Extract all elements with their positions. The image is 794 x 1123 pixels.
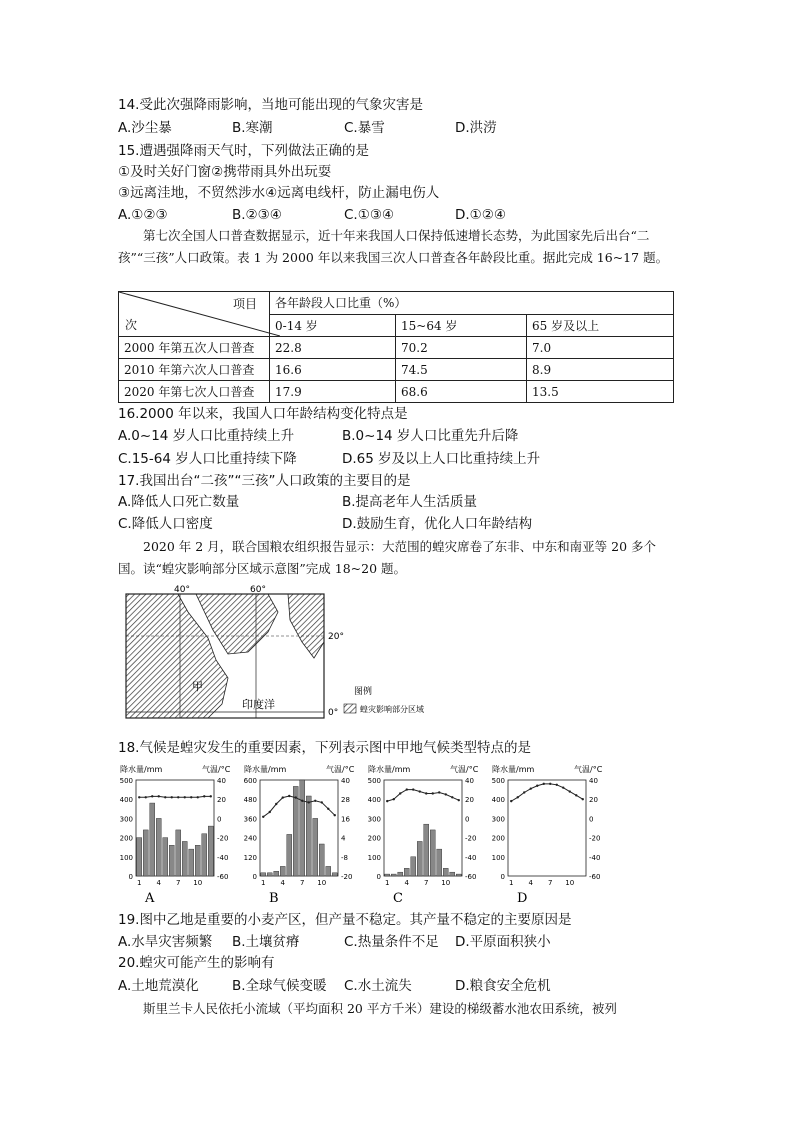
map-lon-40: 40° <box>174 585 190 595</box>
temp-point <box>190 796 192 798</box>
precip-bar <box>267 873 272 876</box>
q19-option-c: C.热量条件不足 <box>344 934 439 950</box>
temp-point <box>412 788 414 790</box>
q15-option-a: A.①②③ <box>118 207 168 223</box>
precip-tick-label: 0 <box>128 873 133 881</box>
month-tick-label: 10 <box>193 879 203 887</box>
precip-bar <box>450 872 455 876</box>
q14-option-b: B.寒潮 <box>232 120 273 136</box>
q15-stem: 15.遭遇强降雨天气时，下列做法正确的是 <box>118 143 369 159</box>
q19-stem: 19.图中乙地是重要的小麦产区，但产量不稳定。其产量不稳定的主要原因是 <box>118 912 572 928</box>
temp-tick-label: 20 <box>217 796 226 805</box>
temp-tick-label: 0 <box>589 815 594 824</box>
month-tick-label: 7 <box>424 879 429 887</box>
temp-point <box>575 794 577 796</box>
precip-bar <box>208 826 213 876</box>
temp-point <box>438 791 440 793</box>
q20-stem: 20.蝗灾可能产生的影响有 <box>118 955 275 971</box>
precip-bar <box>189 849 194 876</box>
temp-point <box>151 795 153 797</box>
temp-point <box>523 791 525 793</box>
temp-point <box>419 790 421 792</box>
temp-point <box>269 811 271 813</box>
precip-bar <box>332 873 337 876</box>
q16-option-b: B.0~14 岁人口比重先升后降 <box>342 428 519 444</box>
temp-tick-label: 40 <box>341 777 350 785</box>
precip-bar <box>417 841 422 876</box>
temp-point <box>458 799 460 801</box>
precip-tick-label: 200 <box>491 834 505 843</box>
precip-bar <box>300 780 305 876</box>
temp-tick-label: 40 <box>217 777 226 785</box>
temp-axis-label: 气温/°C <box>450 765 479 774</box>
precip-axis-label: 降水量/mm <box>244 765 287 774</box>
temp-point <box>145 796 147 798</box>
temp-point <box>210 795 212 797</box>
map-lat-0: 0° <box>328 708 339 718</box>
q20-option-d: D.粮食安全危机 <box>455 978 551 994</box>
temp-tick-label: -60 <box>589 873 601 881</box>
precip-tick-label: 400 <box>491 796 505 805</box>
temp-point <box>334 814 336 816</box>
temp-point <box>393 798 395 800</box>
climate-charts <box>118 762 618 912</box>
precip-tick-label: 100 <box>491 853 505 862</box>
temp-point <box>282 796 284 798</box>
month-tick-label: 1 <box>137 879 142 887</box>
temp-point <box>425 792 427 794</box>
temp-point <box>158 795 160 797</box>
temp-tick-label: -60 <box>465 873 477 881</box>
q14-option-d: D.洪涝 <box>455 120 497 136</box>
temp-axis-label: 气温/°C <box>326 765 355 774</box>
temp-tick-label: 16 <box>341 815 350 824</box>
q20-option-a: A.土地荒漠化 <box>118 978 199 994</box>
precip-bar <box>202 834 207 876</box>
plot-frame <box>260 780 338 876</box>
q14-stem: 14.受此次强降雨影响，当地可能出现的气象灾害是 <box>118 97 423 113</box>
q15-option-b: B.②③④ <box>232 207 282 223</box>
precip-tick-label: 400 <box>119 796 133 805</box>
precip-bar <box>326 866 331 876</box>
precip-tick-label: 120 <box>243 853 257 862</box>
precip-bar <box>306 796 311 876</box>
precip-tick-label: 0 <box>500 873 505 881</box>
table-row-label: 2010 年第六次人口普查 <box>119 359 270 381</box>
chart-name-label: B <box>269 891 279 906</box>
table-corner-cell <box>119 292 270 337</box>
temp-point <box>321 801 323 803</box>
map-ocean-label: 印度洋 <box>242 698 275 711</box>
precip-tick-label: 240 <box>243 834 257 843</box>
intro-paragraph-locust: 2020 年 2 月，联合国粮农组织报告显示：大范围的蝗灾席卷了东非、中东和南亚等 20 多个国。读“蝗灾影响部分区域示意图”完成 18~20 题。 <box>118 539 657 576</box>
map-lon-60: 60° <box>250 585 266 595</box>
locust-map <box>118 582 438 732</box>
map-place-label: 甲 <box>192 680 203 693</box>
intro-paragraph-srilanka: 斯里兰卡人民依托小流域（平均面积 20 平方千米）建设的梯级蓄水池农田系统，被列 <box>143 1001 617 1016</box>
precip-bar <box>424 824 429 876</box>
q20-option-b: B.全球气候变暖 <box>232 978 327 994</box>
temp-point <box>562 786 564 788</box>
q14-option-c: C.暴雪 <box>344 120 385 136</box>
temp-point <box>275 803 277 805</box>
precip-bar <box>182 841 187 876</box>
temp-point <box>582 798 584 800</box>
temp-tick-label: -40 <box>589 853 601 862</box>
table-col-header: 15~64 岁 <box>396 314 527 337</box>
table-row-label: 2000 年第五次人口普查 <box>119 337 270 359</box>
table-group-header: 各年龄段人口比重（%） <box>270 292 674 315</box>
q14-option-a: A.沙尘暴 <box>118 120 172 136</box>
q16-stem: 16.2000 年以来，我国人口年龄结构变化特点是 <box>118 406 408 422</box>
precip-bar <box>195 845 200 876</box>
temp-point <box>432 792 434 794</box>
temp-point <box>451 796 453 798</box>
precip-bar <box>143 830 148 876</box>
temp-tick-label: 40 <box>589 777 598 785</box>
chart-name-label: D <box>517 891 528 906</box>
temp-point <box>406 788 408 790</box>
precip-bar <box>430 830 435 876</box>
precip-tick-label: 300 <box>367 815 381 824</box>
q19-option-a: A.水旱灾害频繁 <box>118 934 213 950</box>
month-tick-label: 1 <box>261 879 266 887</box>
precip-tick-label: 200 <box>119 834 133 843</box>
precip-tick-label: 360 <box>243 815 257 824</box>
precip-tick-label: 480 <box>243 796 257 805</box>
temp-point <box>177 796 179 798</box>
q15-line1: ①及时关好门窗②携带雨具外出玩耍 <box>118 164 332 180</box>
temp-point <box>308 801 310 803</box>
temp-point <box>301 800 303 802</box>
temp-point <box>184 796 186 798</box>
q16-option-a: A.0~14 岁人口比重持续上升 <box>118 428 295 444</box>
temp-tick-label: 4 <box>341 834 346 843</box>
temp-line <box>139 796 211 797</box>
temp-point <box>171 796 173 798</box>
month-tick-label: 10 <box>565 879 575 887</box>
temp-point <box>262 816 264 818</box>
temp-tick-label: 0 <box>465 815 470 824</box>
precip-tick-label: 0 <box>252 873 257 881</box>
temp-tick-label: 20 <box>589 796 598 805</box>
table-cell: 70.2 <box>396 337 527 359</box>
precip-bar <box>443 868 448 876</box>
temp-tick-label: -40 <box>217 853 229 862</box>
precip-bar <box>319 844 324 876</box>
temp-tick-label: -60 <box>217 873 229 881</box>
temp-point <box>138 796 140 798</box>
temp-point <box>295 796 297 798</box>
temp-axis-label: 气温/°C <box>202 765 231 774</box>
temp-point <box>445 793 447 795</box>
precip-tick-label: 300 <box>491 815 505 824</box>
q17-option-b: B.提高老年人生活质量 <box>342 494 478 510</box>
temp-point <box>314 800 316 802</box>
table-row-label: 2020 年第七次人口普查 <box>119 381 270 403</box>
precip-bar <box>391 874 396 876</box>
q19-option-b: B.土壤贫瘠 <box>232 934 300 950</box>
month-tick-label: 4 <box>280 879 285 887</box>
temp-point <box>510 800 512 802</box>
table-cell: 68.6 <box>396 381 527 403</box>
month-tick-label: 10 <box>441 879 451 887</box>
temp-point <box>288 795 290 797</box>
legend-swatch <box>344 704 356 713</box>
temp-axis-label: 气温/°C <box>574 765 603 774</box>
precip-axis-label: 降水量/mm <box>120 765 163 774</box>
q17-stem: 17.我国出台“二孩”“三孩”人口政策的主要目的是 <box>118 473 411 489</box>
corner-bottom-label: 次 <box>125 318 138 332</box>
precip-tick-label: 100 <box>367 853 381 862</box>
q17-option-c: C.降低人口密度 <box>118 516 213 532</box>
table-cell: 7.0 <box>527 337 674 359</box>
map-legend-item: 蝗灾影响部分区域 <box>360 705 424 714</box>
precip-bar <box>137 838 142 876</box>
q16-option-c: C.15-64 岁人口比重持续下降 <box>118 451 297 467</box>
temp-point <box>386 800 388 802</box>
temp-line <box>263 796 335 817</box>
table-col-header: 0-14 岁 <box>270 314 396 337</box>
intro-paragraph-population: 第七次全国人口普查数据显示，近十年来我国人口保持低速增长态势，为此国家先后出台“二孩”“三孩”人口政策。表 1 为 2000 年以来我国三次人口普查各年龄段比重。据此完成 16~17 题。 <box>118 228 669 265</box>
table-row <box>119 359 674 381</box>
temp-tick-label: -20 <box>341 873 353 881</box>
temp-point <box>549 783 551 785</box>
precip-bar <box>313 818 318 876</box>
temp-point <box>543 783 545 785</box>
temp-point <box>399 792 401 794</box>
temp-line <box>387 790 459 802</box>
q17-option-a: A.降低人口死亡数量 <box>118 494 240 510</box>
q15-option-c: C.①③④ <box>344 207 395 223</box>
precip-bar <box>274 871 279 876</box>
month-tick-label: 7 <box>548 879 553 887</box>
table-col-header: 65 岁及以上 <box>527 314 674 337</box>
precip-bar <box>293 786 298 876</box>
precip-tick-label: 500 <box>119 777 133 785</box>
precip-bar <box>156 818 161 876</box>
temp-tick-label: 40 <box>465 777 474 785</box>
table-cell: 17.9 <box>270 381 396 403</box>
month-tick-label: 4 <box>156 879 161 887</box>
map-legend-title: 图例 <box>354 687 373 697</box>
temp-point <box>536 785 538 787</box>
temp-tick-label: -20 <box>589 834 601 843</box>
month-tick-label: 4 <box>404 879 409 887</box>
precip-tick-label: 300 <box>119 815 133 824</box>
q19-option-d: D.平原面积狭小 <box>455 934 551 950</box>
plot-frame <box>384 780 462 876</box>
month-tick-label: 7 <box>176 879 181 887</box>
month-tick-label: 1 <box>509 879 514 887</box>
precip-tick-label: 100 <box>119 853 133 862</box>
q16-option-d: D.65 岁及以上人口比重持续上升 <box>342 451 541 467</box>
month-tick-label: 10 <box>317 879 327 887</box>
q15-option-d: D.①②④ <box>455 207 506 223</box>
table-row <box>119 381 674 403</box>
temp-tick-label: 28 <box>341 796 350 805</box>
temp-point <box>197 796 199 798</box>
q20-option-c: C.水土流失 <box>344 978 412 994</box>
table-cell: 22.8 <box>270 337 396 359</box>
precip-tick-label: 600 <box>243 777 257 785</box>
temp-point <box>569 790 571 792</box>
chart-name-label: A <box>145 891 155 906</box>
precip-axis-label: 降水量/mm <box>492 765 535 774</box>
temp-tick-label: -20 <box>465 834 477 843</box>
population-table <box>118 291 674 403</box>
temp-tick-label: -40 <box>465 853 477 862</box>
precip-bar <box>404 868 409 876</box>
map-lat-20: 20° <box>328 632 344 642</box>
month-tick-label: 7 <box>300 879 305 887</box>
temp-point <box>530 787 532 789</box>
table-cell: 13.5 <box>527 381 674 403</box>
precip-bar <box>280 866 285 876</box>
temp-tick-label: 20 <box>465 796 474 805</box>
corner-top-label: 项目 <box>232 297 257 311</box>
temp-point <box>556 784 558 786</box>
month-tick-label: 4 <box>528 879 533 887</box>
precip-bar <box>385 874 390 876</box>
precip-bar <box>163 838 168 876</box>
q15-line2: ③远离洼地，不贸然涉水④远离电线杆，防止漏电伤人 <box>118 185 440 201</box>
temp-tick-label: -8 <box>341 853 348 862</box>
precip-bar <box>169 845 174 876</box>
temp-tick-label: 0 <box>217 815 222 824</box>
precip-tick-label: 400 <box>367 796 381 805</box>
precip-bar <box>287 834 292 876</box>
precip-tick-label: 200 <box>367 834 381 843</box>
q17-option-d: D.鼓励生育，优化人口年龄结构 <box>342 516 533 532</box>
table-cell: 16.6 <box>270 359 396 381</box>
temp-point <box>203 795 205 797</box>
month-tick-label: 1 <box>385 879 390 887</box>
precip-bar <box>176 830 181 876</box>
temp-point <box>517 796 519 798</box>
table-cell: 74.5 <box>396 359 527 381</box>
precip-bar <box>456 874 461 876</box>
precip-bar <box>398 872 403 876</box>
precip-bar <box>150 803 155 876</box>
precip-bar <box>411 857 416 876</box>
temp-point <box>327 808 329 810</box>
table-cell: 8.9 <box>527 359 674 381</box>
precip-bar <box>261 873 266 876</box>
precip-axis-label: 降水量/mm <box>368 765 411 774</box>
precip-tick-label: 0 <box>376 873 381 881</box>
precip-tick-label: 500 <box>491 777 505 785</box>
q18-stem: 18.气候是蝗灾发生的重要因素，下列表示图中甲地气候类型特点的是 <box>118 740 531 756</box>
precip-tick-label: 500 <box>367 777 381 785</box>
temp-point <box>164 796 166 798</box>
table-row <box>119 337 674 359</box>
temp-line <box>511 784 583 801</box>
precip-bar <box>437 849 442 876</box>
temp-tick-label: -20 <box>217 834 229 843</box>
chart-name-label: C <box>393 891 403 906</box>
